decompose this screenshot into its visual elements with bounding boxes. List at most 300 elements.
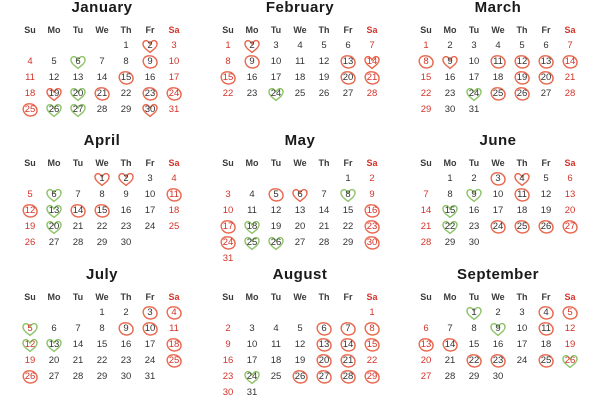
day-cell[interactable] [438,38,462,54]
day-cell[interactable] [534,337,558,353]
day-cell[interactable] [414,187,438,203]
day-cell[interactable] [288,235,312,251]
day-cell[interactable] [240,219,264,235]
day-cell[interactable] [288,70,312,86]
day-cell[interactable] [162,337,186,353]
day-cell[interactable] [90,54,114,70]
day-cell[interactable] [462,337,486,353]
day-cell[interactable] [510,187,534,203]
day-of-week-header: Tu [270,291,282,302]
day-cell[interactable] [558,187,582,203]
day-cell[interactable] [216,219,240,235]
day-cell[interactable] [558,321,582,337]
day-cell[interactable] [336,171,360,187]
day-cell[interactable] [462,171,486,187]
day-cell[interactable] [138,337,162,353]
day-cell[interactable] [90,86,114,102]
day-number: 16 [246,72,258,83]
day-cell[interactable] [18,369,42,385]
day-cell[interactable] [18,86,42,102]
day-cell[interactable] [486,38,510,54]
day-cell[interactable] [438,337,462,353]
day-cell[interactable] [288,353,312,369]
day-cell[interactable] [138,219,162,235]
day-cell[interactable] [414,203,438,219]
day-cell[interactable] [486,86,510,102]
day-cell[interactable] [414,337,438,353]
day-number: 17 [168,72,180,83]
day-cell[interactable] [486,353,510,369]
day-cell[interactable] [414,353,438,369]
day-cell[interactable] [162,219,186,235]
day-cell[interactable] [66,353,90,369]
empty-cell [312,171,336,187]
day-cell[interactable] [486,337,510,353]
day-cell[interactable] [438,70,462,86]
day-cell[interactable] [90,353,114,369]
day-cell[interactable] [216,235,240,251]
day-cell[interactable] [312,353,336,369]
day-cell[interactable] [510,86,534,102]
day-cell[interactable] [486,187,510,203]
day-cell[interactable] [114,203,138,219]
day-cell[interactable] [138,321,162,337]
day-cell[interactable] [414,321,438,337]
day-cell[interactable] [66,86,90,102]
day-of-week-header: Tu [270,25,282,35]
day-cell[interactable] [510,337,534,353]
day-cell[interactable] [138,369,162,385]
day-cell[interactable] [216,337,240,353]
day-cell[interactable] [114,219,138,235]
day-number: 2 [447,40,453,51]
day-cell[interactable] [360,337,384,353]
day-cell[interactable] [360,203,384,219]
day-cell[interactable] [336,219,360,235]
day-cell[interactable] [360,70,384,86]
day-cell[interactable] [66,102,90,118]
day-cell[interactable] [138,70,162,86]
day-cell[interactable] [216,38,240,54]
day-cell[interactable] [336,353,360,369]
day-cell[interactable] [360,219,384,235]
day-cell[interactable] [114,337,138,353]
day-cell[interactable] [240,70,264,86]
day-of-week-header: Mo [245,158,259,169]
day-cell[interactable] [18,321,42,337]
day-cell[interactable] [90,305,114,321]
day-cell[interactable] [240,235,264,251]
day-cell[interactable] [312,369,336,385]
day-cell[interactable] [558,337,582,353]
day-cell[interactable] [534,203,558,219]
day-cell[interactable] [162,305,186,321]
day-cell[interactable] [462,235,486,251]
day-cell[interactable] [558,86,582,102]
day-cell[interactable] [162,203,186,219]
day-cell[interactable] [66,321,90,337]
day-cell[interactable] [486,203,510,219]
day-cell[interactable] [240,385,264,400]
day-cell[interactable] [336,86,360,102]
day-cell[interactable] [90,321,114,337]
day-cell[interactable] [42,54,66,70]
day-cell[interactable] [462,369,486,385]
day-number: 13 [48,205,60,217]
day-cell[interactable] [360,235,384,251]
day-cell[interactable] [438,86,462,102]
day-cell[interactable] [312,337,336,353]
month-block [6,133,198,266]
day-cell[interactable] [336,38,360,54]
day-cell[interactable] [438,235,462,251]
day-cell[interactable] [288,321,312,337]
day-cell[interactable] [240,86,264,102]
day-cell[interactable] [42,369,66,385]
day-cell[interactable] [66,203,90,219]
day-cell[interactable] [114,321,138,337]
day-cell[interactable] [438,203,462,219]
day-cell[interactable] [18,219,42,235]
day-number: 13 [540,56,552,67]
day-cell[interactable] [510,321,534,337]
day-cell[interactable] [534,305,558,321]
day-cell[interactable] [312,86,336,102]
day-cell[interactable] [312,38,336,54]
day-cell[interactable] [288,54,312,70]
day-cell[interactable] [138,38,162,54]
day-cell[interactable] [414,369,438,385]
day-cell[interactable] [510,70,534,86]
day-cell[interactable] [336,187,360,203]
day-number: 8 [447,189,453,201]
day-cell[interactable] [42,219,66,235]
day-cell[interactable] [438,353,462,369]
day-cell[interactable] [162,38,186,54]
day-cell[interactable] [42,235,66,251]
day-cell[interactable] [240,321,264,337]
day-cell[interactable] [90,337,114,353]
day-cell[interactable] [336,54,360,70]
day-cell[interactable] [438,102,462,118]
day-cell[interactable] [558,70,582,86]
day-number: 13 [48,338,60,350]
day-of-week-header: Th [120,291,132,302]
day-cell[interactable] [534,187,558,203]
day-cell[interactable] [534,219,558,235]
day-cell[interactable] [18,70,42,86]
day-cell[interactable] [288,219,312,235]
day-cell[interactable] [42,86,66,102]
day-cell[interactable] [360,171,384,187]
day-cell[interactable] [90,369,114,385]
day-cell[interactable] [66,187,90,203]
day-cell[interactable] [18,54,42,70]
day-cell[interactable] [264,86,288,102]
day-cell[interactable] [240,38,264,54]
day-cell[interactable] [288,203,312,219]
day-cell[interactable] [240,353,264,369]
day-cell[interactable] [264,353,288,369]
day-cell[interactable] [438,369,462,385]
day-cell[interactable] [438,219,462,235]
day-cell[interactable] [438,187,462,203]
day-cell[interactable] [264,187,288,203]
day-cell[interactable] [534,171,558,187]
day-cell[interactable] [486,369,510,385]
day-cell[interactable] [264,70,288,86]
day-cell[interactable] [18,203,42,219]
day-number: 31 [246,386,258,398]
day-cell[interactable] [162,321,186,337]
day-cell[interactable] [42,102,66,118]
day-cell[interactable] [90,187,114,203]
day-cell[interactable] [18,102,42,118]
day-cell[interactable] [42,353,66,369]
day-cell[interactable] [534,70,558,86]
day-cell[interactable] [534,38,558,54]
day-cell[interactable] [240,54,264,70]
day-cell[interactable] [510,38,534,54]
day-cell[interactable] [462,219,486,235]
day-cell[interactable] [486,54,510,70]
day-cell[interactable] [42,321,66,337]
day-number: 24 [270,88,282,99]
day-cell[interactable] [138,54,162,70]
day-cell[interactable] [312,321,336,337]
day-cell[interactable] [486,219,510,235]
day-cell[interactable] [312,235,336,251]
day-cell[interactable] [288,86,312,102]
day-cell[interactable] [414,235,438,251]
day-number: 18 [24,88,36,99]
day-cell[interactable] [336,203,360,219]
day-of-week-header: Tu [72,25,84,35]
day-cell[interactable] [486,321,510,337]
day-cell[interactable] [288,38,312,54]
day-cell[interactable] [336,70,360,86]
day-cell[interactable] [138,353,162,369]
day-cell[interactable] [18,235,42,251]
day-cell[interactable] [162,171,186,187]
day-cell[interactable] [312,187,336,203]
day-cell[interactable] [240,187,264,203]
day-number: 31 [168,104,180,115]
day-cell[interactable] [240,369,264,385]
day-cell[interactable] [264,219,288,235]
day-cell[interactable] [264,337,288,353]
day-cell[interactable] [462,86,486,102]
day-cell[interactable] [288,337,312,353]
day-number: 17 [246,354,258,366]
day-cell[interactable] [462,321,486,337]
day-cell[interactable] [216,385,240,400]
day-cell[interactable] [216,54,240,70]
day-of-week-header: We [293,25,307,35]
day-cell[interactable] [114,54,138,70]
day-cell[interactable] [18,337,42,353]
day-number: 24 [468,88,480,99]
day-cell[interactable] [114,235,138,251]
day-cell[interactable] [216,353,240,369]
day-cell[interactable] [360,38,384,54]
day-cell[interactable] [558,171,582,187]
day-cell[interactable] [462,187,486,203]
day-cell[interactable] [216,86,240,102]
day-cell[interactable] [114,171,138,187]
day-cell[interactable] [462,102,486,118]
day-cell[interactable] [66,70,90,86]
day-cell[interactable] [66,219,90,235]
day-cell[interactable] [138,86,162,102]
day-cell[interactable] [510,353,534,369]
day-cell[interactable] [414,219,438,235]
day-cell[interactable] [360,187,384,203]
day-cell[interactable] [486,305,510,321]
day-cell[interactable] [360,321,384,337]
day-cell[interactable] [216,187,240,203]
day-cell[interactable] [264,235,288,251]
day-cell[interactable] [360,54,384,70]
day-cell[interactable] [90,219,114,235]
day-cell[interactable] [510,171,534,187]
day-cell[interactable] [336,337,360,353]
day-cell[interactable] [360,86,384,102]
day-cell[interactable] [534,86,558,102]
day-cell[interactable] [138,305,162,321]
day-cell[interactable] [360,305,384,321]
day-cell[interactable] [114,305,138,321]
day-cell[interactable] [510,54,534,70]
day-cell[interactable] [462,305,486,321]
day-cell[interactable] [288,369,312,385]
day-cell[interactable] [240,337,264,353]
day-cell[interactable] [18,353,42,369]
day-cell[interactable] [216,369,240,385]
day-cell[interactable] [486,70,510,86]
day-cell[interactable] [42,203,66,219]
day-cell[interactable] [414,102,438,118]
day-cell[interactable] [162,86,186,102]
day-cell[interactable] [438,321,462,337]
day-number: 21 [72,354,84,366]
day-cell[interactable] [216,321,240,337]
day-cell[interactable] [66,54,90,70]
day-cell[interactable] [558,203,582,219]
day-cell[interactable] [558,353,582,369]
day-number: 23 [120,221,132,233]
day-cell[interactable] [414,54,438,70]
day-cell[interactable] [534,321,558,337]
day-cell[interactable] [114,86,138,102]
day-cell[interactable] [90,70,114,86]
day-cell[interactable] [360,353,384,369]
day-cell[interactable] [312,219,336,235]
day-cell[interactable] [312,70,336,86]
day-cell[interactable] [336,369,360,385]
day-cell[interactable] [66,369,90,385]
day-number: 25 [246,237,258,249]
day-cell[interactable] [414,86,438,102]
day-number: 14 [342,338,354,350]
day-of-week-header: Fr [541,291,551,302]
day-cell[interactable] [162,353,186,369]
day-cell[interactable] [240,203,264,219]
day-cell[interactable] [336,321,360,337]
day-cell[interactable] [510,219,534,235]
day-cell[interactable] [216,70,240,86]
day-cell[interactable] [438,54,462,70]
day-cell[interactable] [264,321,288,337]
day-cell[interactable] [558,38,582,54]
day-cell[interactable] [558,305,582,321]
day-cell[interactable] [462,203,486,219]
day-cell[interactable] [42,70,66,86]
day-cell[interactable] [162,54,186,70]
day-cell[interactable] [114,369,138,385]
day-cell[interactable] [114,38,138,54]
day-cell[interactable] [66,235,90,251]
day-cell[interactable] [462,38,486,54]
day-cell[interactable] [264,54,288,70]
day-cell[interactable] [534,54,558,70]
day-cell[interactable] [114,102,138,118]
day-cell[interactable] [138,203,162,219]
day-cell[interactable] [486,171,510,187]
day-cell[interactable] [162,70,186,86]
day-cell[interactable] [138,171,162,187]
day-cell[interactable] [414,38,438,54]
day-cell[interactable] [534,353,558,369]
day-cell[interactable] [66,337,90,353]
day-cell[interactable] [288,187,312,203]
day-cell[interactable] [114,187,138,203]
day-cell[interactable] [90,203,114,219]
day-cell[interactable] [162,102,186,118]
day-cell[interactable] [264,369,288,385]
day-cell[interactable] [558,54,582,70]
day-cell[interactable] [18,187,42,203]
day-cell[interactable] [42,337,66,353]
day-cell[interactable] [312,203,336,219]
day-cell[interactable] [114,70,138,86]
day-cell[interactable] [90,235,114,251]
day-cell[interactable] [462,54,486,70]
day-cell[interactable] [360,369,384,385]
day-cell[interactable] [312,54,336,70]
day-cell[interactable] [216,203,240,219]
day-cell[interactable] [42,187,66,203]
day-of-week-header: Th [516,25,528,35]
day-cell[interactable] [336,235,360,251]
day-cell[interactable] [264,203,288,219]
day-cell[interactable] [558,219,582,235]
day-cell[interactable] [438,171,462,187]
day-cell[interactable] [414,70,438,86]
day-cell[interactable] [510,203,534,219]
day-cell[interactable] [138,102,162,118]
day-cell[interactable] [162,187,186,203]
day-cell[interactable] [90,171,114,187]
day-cell[interactable] [462,353,486,369]
day-cell[interactable] [510,305,534,321]
day-cell[interactable] [462,70,486,86]
day-cell[interactable] [264,38,288,54]
day-cell[interactable] [138,187,162,203]
day-cell[interactable] [216,251,240,266]
day-cell[interactable] [114,353,138,369]
day-cell[interactable] [90,102,114,118]
